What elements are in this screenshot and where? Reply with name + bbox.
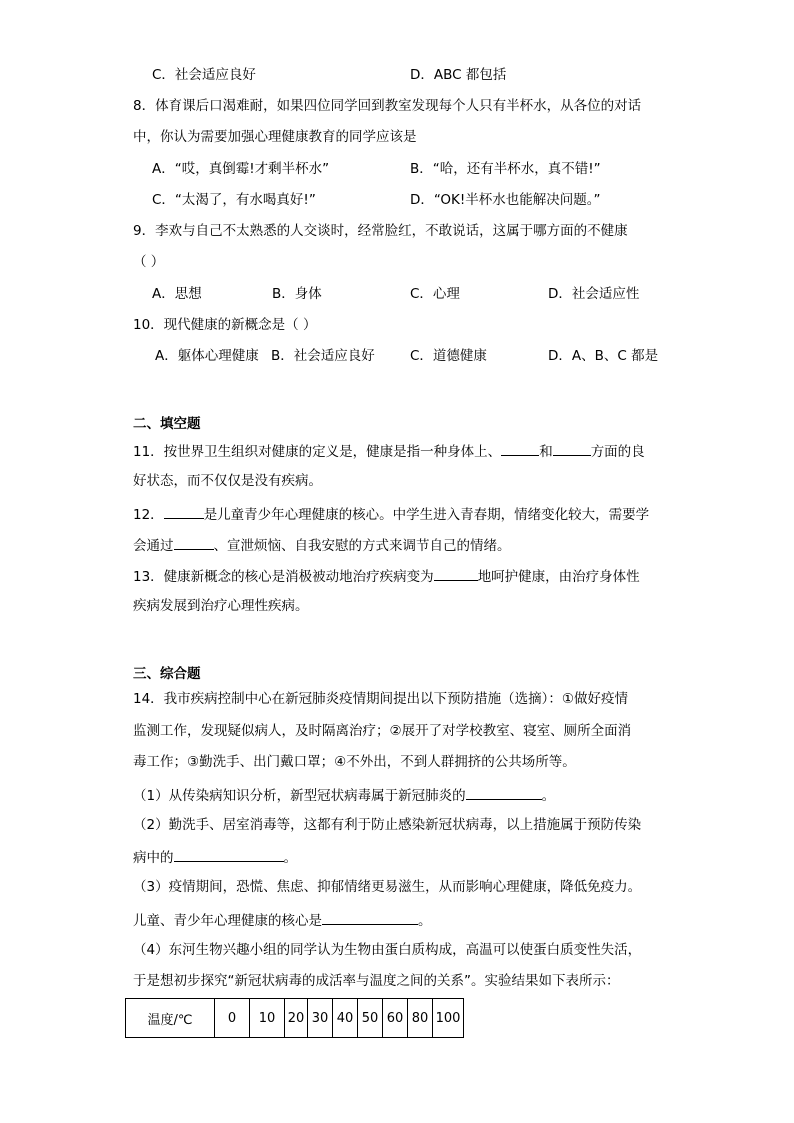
q11-text-b: 和 xyxy=(539,444,553,460)
q8-stem-line1: 8．体育课后口渴难耐，如果四位同学回到教室发现每个人只有半杯水，从各位的对话 xyxy=(133,98,642,114)
q14-part2-line2 xyxy=(133,847,297,867)
q10-option-c: C．道德健康 xyxy=(410,348,487,364)
q11-line1 xyxy=(133,441,645,461)
table-cell: 0 xyxy=(215,999,250,1038)
q14-stem-line3: 毒工作；③勤洗手、出门戴口罩；④不外出，不到人群拥挤的公共场所等。 xyxy=(133,754,576,770)
table-row xyxy=(126,999,464,1038)
section-title-fill-in: 二、填空题 xyxy=(133,416,201,432)
q13-line2: 疾病发展到治疗心理性疾病。 xyxy=(133,598,309,614)
q7-option-c: C．社会适应良好 xyxy=(152,67,256,83)
q9-option-c: C．心理 xyxy=(410,286,460,302)
q13-text-a: 13．健康新概念的核心是消极被动地治疗疾病变为 xyxy=(133,569,434,585)
q14-part3-end: 。 xyxy=(418,913,432,929)
q14-part4-line2: 于是想初步探究“新冠状病毒的成活率与温度之间的关系”。实验结果如下表所示： xyxy=(133,973,620,989)
q8-option-b: B．“哈，还有半杯水，真不错!” xyxy=(410,161,601,177)
q9-stem-line1: 9．李欢与自己不太熟悉的人交谈时，经常脸红，不敢说话，这属于哪方面的不健康 xyxy=(133,223,628,239)
q8-stem-line2: 中，你认为需要加强心理健康教育的同学应该是 xyxy=(133,129,417,145)
table-cell: 50 xyxy=(358,999,383,1038)
q14-part1 xyxy=(133,785,555,805)
q14-part1-blank xyxy=(466,785,542,800)
q10-option-b: B．社会适应良好 xyxy=(271,348,375,364)
q14-part2-text: 病中的 xyxy=(133,850,174,866)
q12-text-d: 、宣泄烦恼、自我安慰的方式来调节自己的情绪。 xyxy=(213,538,511,554)
table-cell: 20 xyxy=(285,999,308,1038)
q14-part3-line1: （3）疫情期间，恐慌、焦虑、抑郁情绪更易滋生，从而影响心理健康，降低免疫力。 xyxy=(133,879,642,895)
q12-text-a: 12． xyxy=(133,507,164,523)
q8-option-a: A．“哎，真倒霉!才剩半杯水” xyxy=(152,161,330,177)
q7-option-d: D．ABC 都包括 xyxy=(410,67,507,83)
section-title-comprehensive: 三、综合题 xyxy=(133,666,201,682)
table-cell: 60 xyxy=(383,999,408,1038)
table-cell: 40 xyxy=(333,999,358,1038)
q13-line1 xyxy=(133,566,640,586)
table-cell: 10 xyxy=(250,999,285,1038)
q14-part2-end: 。 xyxy=(283,850,297,866)
q14-part3-line2 xyxy=(133,910,432,930)
q14-stem-line2: 监测工作，发现疑似病人，及时隔离治疗；②展开了对学校教室、寝室、厕所全面消 xyxy=(133,723,632,739)
q10-option-a: A．躯体心理健康 xyxy=(155,348,259,364)
q11-blank-2 xyxy=(553,441,591,456)
table-cell: 80 xyxy=(408,999,433,1038)
q11-text-a: 11．按世界卫生组织对健康的定义是，健康是指一种身体上、 xyxy=(133,444,502,460)
q12-blank-1 xyxy=(164,504,204,519)
q11-blank-1 xyxy=(501,441,539,456)
q10-option-d: D．A、B、C 都是 xyxy=(548,348,659,364)
q9-stem-line2: （ ） xyxy=(133,254,165,270)
table-header-cell: 温度/℃ xyxy=(126,999,215,1038)
q9-option-b: B．身体 xyxy=(272,286,322,302)
table-cell: 100 xyxy=(433,999,464,1038)
q11-text-c: 方面的良 xyxy=(590,444,645,460)
q14-part1-end: 。 xyxy=(541,788,556,804)
q11-line2: 好状态，而不仅仅是没有疾病。 xyxy=(133,473,322,489)
q14-part1-text: （1）从传染病知识分析，新型冠状病毒属于新冠肺炎的 xyxy=(133,788,466,804)
q10-stem: 10．现代健康的新概念是（ ） xyxy=(133,317,317,333)
q14-part3-text: 儿童、青少年心理健康的核心是 xyxy=(133,913,322,929)
q14-part2-line1: （2）勤洗手、居室消毒等，这都有利于防止感染新冠状病毒，以上措施属于预防传染 xyxy=(133,817,642,833)
q12-line2 xyxy=(133,535,511,555)
temperature-table xyxy=(125,998,464,1038)
q8-option-c: C．“太渴了，有水喝真好!” xyxy=(152,192,316,208)
q8-option-d: D．“OK!半杯水也能解决问题。” xyxy=(410,192,601,208)
q14-part3-blank xyxy=(322,910,418,925)
q14-part2-blank xyxy=(174,847,284,862)
q14-part4-line1: （4）东河生物兴趣小组的同学认为生物由蛋白质构成，高温可以使蛋白质变性失活， xyxy=(133,942,642,958)
q9-option-d: D．社会适应性 xyxy=(548,286,640,302)
q12-blank-2 xyxy=(174,535,214,550)
q14-stem-line1: 14．我市疾病控制中心在新冠肺炎疫情期间提出以下预防措施（选摘）：①做好疫情 xyxy=(133,691,629,707)
q13-blank xyxy=(434,566,478,581)
table-cell: 30 xyxy=(308,999,333,1038)
q12-text-c: 会通过 xyxy=(133,538,174,554)
q12-line1 xyxy=(133,504,649,524)
q12-text-b: 是儿童青少年心理健康的核心。中学生进入青春期，情绪变化较大，需要学 xyxy=(203,507,650,523)
q13-text-b: 地呵护健康，由治疗身体性 xyxy=(477,569,640,585)
q9-option-a: A．思想 xyxy=(152,286,202,302)
